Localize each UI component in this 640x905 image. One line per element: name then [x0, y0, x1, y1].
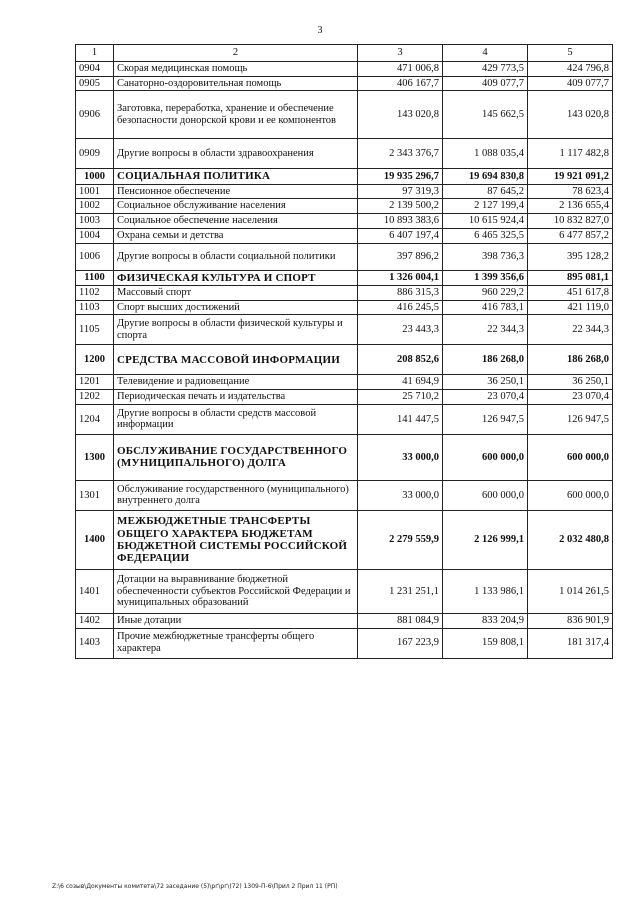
budget-code-cell: 1100 [76, 270, 114, 285]
value-col4-cell: 600 000,0 [443, 480, 528, 510]
value-col5-cell: 143 020,8 [528, 91, 613, 139]
value-col3-cell: 33 000,0 [358, 480, 443, 510]
value-col5-cell: 600 000,0 [528, 480, 613, 510]
table-row [76, 214, 613, 229]
item-name-cell: Иные дотации [114, 613, 358, 628]
value-col5-cell: 10 832 827,0 [528, 214, 613, 229]
item-name-cell: Периодическая печать и издательства [114, 390, 358, 405]
table-row [76, 139, 613, 169]
section-total-row [76, 510, 613, 569]
item-name-cell: ОБСЛУЖИВАНИЕ ГОСУДАРСТВЕННОГО (МУНИЦИПАЛЬНОГО) ДОЛГА [114, 434, 358, 480]
value-col3-cell: 2 343 376,7 [358, 139, 443, 169]
table-row [76, 199, 613, 214]
value-col5-cell: 1 014 261,5 [528, 569, 613, 613]
value-col4-cell: 6 465 325,5 [443, 228, 528, 243]
header-col-2: 2 [114, 45, 358, 62]
budget-code-cell: 1201 [76, 375, 114, 390]
item-name-cell: Обслуживание государственного (муниципального) внутреннего долга [114, 480, 358, 510]
item-name-cell: СОЦИАЛЬНАЯ ПОЛИТИКА [114, 169, 358, 184]
table-row [76, 315, 613, 345]
table-row [76, 285, 613, 300]
budget-code-cell: 0904 [76, 61, 114, 76]
table-row [76, 404, 613, 434]
value-col4-cell: 186 268,0 [443, 345, 528, 375]
item-name-cell: Телевидение и радиовещание [114, 375, 358, 390]
value-col5-cell: 451 617,8 [528, 285, 613, 300]
value-col4-cell: 145 662,5 [443, 91, 528, 139]
budget-code-cell: 1402 [76, 613, 114, 628]
section-total-row [76, 169, 613, 184]
table-header-row [76, 45, 613, 62]
value-col4-cell: 2 126 999,1 [443, 510, 528, 569]
table-row [76, 613, 613, 628]
table-row [76, 628, 613, 658]
budget-code-cell: 0906 [76, 91, 114, 139]
value-col3-cell: 886 315,3 [358, 285, 443, 300]
value-col5-cell: 421 119,0 [528, 300, 613, 315]
item-name-cell: Охрана семьи и детства [114, 228, 358, 243]
value-col5-cell: 424 796,8 [528, 61, 613, 76]
value-col4-cell: 22 344,3 [443, 315, 528, 345]
item-name-cell: СРЕДСТВА МАССОВОЙ ИНФОРМАЦИИ [114, 345, 358, 375]
table-body [76, 61, 613, 658]
value-col3-cell: 471 006,8 [358, 61, 443, 76]
value-col4-cell: 409 077,7 [443, 76, 528, 91]
value-col4-cell: 2 127 199,4 [443, 199, 528, 214]
item-name-cell: МЕЖБЮДЖЕТНЫЕ ТРАНСФЕРТЫ ОБЩЕГО ХАРАКТЕРА БЮДЖЕТАМ БЮДЖЕТНОЙ СИСТЕМЫ РОССИЙСКОЙ ФЕДЕРАЦИИ [114, 510, 358, 569]
item-name-cell: Другие вопросы в области социальной политики [114, 243, 358, 270]
section-total-row [76, 270, 613, 285]
budget-code-cell: 0905 [76, 76, 114, 91]
budget-code-cell: 1103 [76, 300, 114, 315]
item-name-cell: ФИЗИЧЕСКАЯ КУЛЬТУРА И СПОРТ [114, 270, 358, 285]
value-col3-cell: 397 896,2 [358, 243, 443, 270]
budget-code-cell: 1400 [76, 510, 114, 569]
value-col4-cell: 87 645,2 [443, 184, 528, 199]
header-col-3: 3 [358, 45, 443, 62]
item-name-cell: Социальное обслуживание населения [114, 199, 358, 214]
header-col-5: 5 [528, 45, 613, 62]
table-row [76, 243, 613, 270]
budget-code-cell: 1004 [76, 228, 114, 243]
value-col5-cell: 181 317,4 [528, 628, 613, 658]
budget-code-cell: 1006 [76, 243, 114, 270]
value-col5-cell: 36 250,1 [528, 375, 613, 390]
value-col4-cell: 159 808,1 [443, 628, 528, 658]
budget-table [75, 44, 613, 659]
value-col4-cell: 126 947,5 [443, 404, 528, 434]
budget-code-cell: 1105 [76, 315, 114, 345]
value-col4-cell: 416 783,1 [443, 300, 528, 315]
page-number: 3 [317, 25, 323, 36]
value-col4-cell: 19 694 830,8 [443, 169, 528, 184]
value-col4-cell: 1 399 356,6 [443, 270, 528, 285]
value-col5-cell: 2 032 480,8 [528, 510, 613, 569]
value-col5-cell: 1 117 482,8 [528, 139, 613, 169]
item-name-cell: Заготовка, переработка, хранение и обеспечение безопасности донорской крови и ее компонентов [114, 91, 358, 139]
value-col3-cell: 23 443,3 [358, 315, 443, 345]
value-col5-cell: 186 268,0 [528, 345, 613, 375]
table-row [76, 300, 613, 315]
value-col5-cell: 600 000,0 [528, 434, 613, 480]
item-name-cell: Массовый спорт [114, 285, 358, 300]
value-col5-cell: 895 081,1 [528, 270, 613, 285]
budget-code-cell: 1401 [76, 569, 114, 613]
value-col3-cell: 33 000,0 [358, 434, 443, 480]
budget-code-cell: 0909 [76, 139, 114, 169]
value-col4-cell: 833 204,9 [443, 613, 528, 628]
value-col3-cell: 406 167,7 [358, 76, 443, 91]
value-col3-cell: 167 223,9 [358, 628, 443, 658]
value-col3-cell: 10 893 383,6 [358, 214, 443, 229]
item-name-cell: Другие вопросы в области здравоохранения [114, 139, 358, 169]
budget-code-cell: 1300 [76, 434, 114, 480]
item-name-cell: Санаторно-оздоровительная помощь [114, 76, 358, 91]
value-col3-cell: 143 020,8 [358, 91, 443, 139]
budget-code-cell: 1403 [76, 628, 114, 658]
value-col3-cell: 881 084,9 [358, 613, 443, 628]
item-name-cell: Пенсионное обеспечение [114, 184, 358, 199]
value-col4-cell: 23 070,4 [443, 390, 528, 405]
table-row [76, 569, 613, 613]
item-name-cell: Прочие межбюджетные трансферты общего характера [114, 628, 358, 658]
value-col4-cell: 960 229,2 [443, 285, 528, 300]
value-col5-cell: 836 901,9 [528, 613, 613, 628]
value-col3-cell: 2 279 559,9 [358, 510, 443, 569]
value-col4-cell: 36 250,1 [443, 375, 528, 390]
file-path-footer: Z:\6 созыв\Документы комитета\72 заседание (5)\рг\рг\(72) 1309-П-6\Прил 2 Прил 11 (РП) [52, 883, 338, 890]
item-name-cell: Другие вопросы в области средств массовой информации [114, 404, 358, 434]
value-col3-cell: 25 710,2 [358, 390, 443, 405]
budget-code-cell: 1202 [76, 390, 114, 405]
table-row [76, 61, 613, 76]
value-col5-cell: 395 128,2 [528, 243, 613, 270]
value-col3-cell: 1 231 251,1 [358, 569, 443, 613]
value-col3-cell: 141 447,5 [358, 404, 443, 434]
budget-code-cell: 1000 [76, 169, 114, 184]
value-col3-cell: 19 935 296,7 [358, 169, 443, 184]
table-row [76, 184, 613, 199]
table-row [76, 390, 613, 405]
table-row [76, 480, 613, 510]
value-col4-cell: 1 088 035,4 [443, 139, 528, 169]
item-name-cell: Скорая медицинская помощь [114, 61, 358, 76]
value-col3-cell: 416 245,5 [358, 300, 443, 315]
section-total-row [76, 345, 613, 375]
budget-code-cell: 1204 [76, 404, 114, 434]
budget-code-cell: 1200 [76, 345, 114, 375]
item-name-cell: Спорт высших достижений [114, 300, 358, 315]
budget-code-cell: 1002 [76, 199, 114, 214]
table-row [76, 91, 613, 139]
budget-code-cell: 1003 [76, 214, 114, 229]
budget-code-cell: 1301 [76, 480, 114, 510]
value-col3-cell: 6 407 197,4 [358, 228, 443, 243]
value-col3-cell: 97 319,3 [358, 184, 443, 199]
value-col3-cell: 1 326 004,1 [358, 270, 443, 285]
value-col5-cell: 23 070,4 [528, 390, 613, 405]
value-col4-cell: 10 615 924,4 [443, 214, 528, 229]
budget-code-cell: 1001 [76, 184, 114, 199]
value-col5-cell: 2 136 655,4 [528, 199, 613, 214]
value-col4-cell: 600 000,0 [443, 434, 528, 480]
item-name-cell: Социальное обеспечение населения [114, 214, 358, 229]
value-col5-cell: 409 077,7 [528, 76, 613, 91]
budget-code-cell: 1102 [76, 285, 114, 300]
value-col5-cell: 6 477 857,2 [528, 228, 613, 243]
value-col3-cell: 41 694,9 [358, 375, 443, 390]
item-name-cell: Другие вопросы в области физической культуры и спорта [114, 315, 358, 345]
table-row [76, 375, 613, 390]
value-col3-cell: 208 852,6 [358, 345, 443, 375]
value-col5-cell: 78 623,4 [528, 184, 613, 199]
table-row [76, 76, 613, 91]
item-name-cell: Дотации на выравнивание бюджетной обеспеченности субъектов Российской Федерации и муниципальных образований [114, 569, 358, 613]
value-col4-cell: 1 133 986,1 [443, 569, 528, 613]
value-col4-cell: 429 773,5 [443, 61, 528, 76]
value-col3-cell: 2 139 500,2 [358, 199, 443, 214]
value-col5-cell: 126 947,5 [528, 404, 613, 434]
header-col-1: 1 [76, 45, 114, 62]
section-total-row [76, 434, 613, 480]
header-col-4: 4 [443, 45, 528, 62]
value-col5-cell: 22 344,3 [528, 315, 613, 345]
table-row [76, 228, 613, 243]
value-col5-cell: 19 921 091,2 [528, 169, 613, 184]
value-col4-cell: 398 736,3 [443, 243, 528, 270]
